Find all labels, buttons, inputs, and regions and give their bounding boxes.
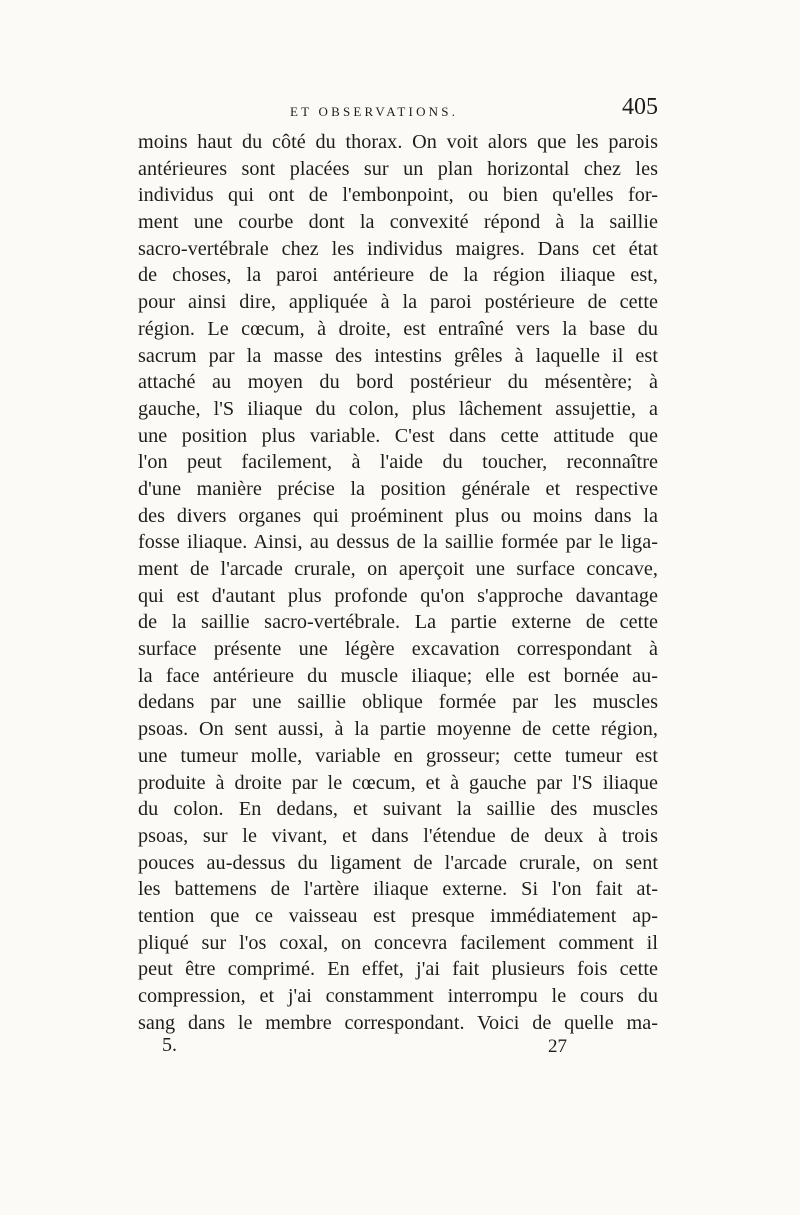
- text-line: moins haut du côté du thorax. On voit alors que les parois: [138, 131, 658, 153]
- text-line: pliqué sur l'os coxal, on concevra facilement comment il: [138, 931, 658, 954]
- text-line: individus qui ont de l'embonpoint, ou bien qu'elles for-: [138, 184, 658, 207]
- text-line: l'on peut facilement, à l'aide du toucher, reconnaître: [138, 451, 658, 474]
- text-line: qui est d'autant plus profonde qu'on s'approche davantage: [138, 584, 658, 607]
- text-line: dedans par une saillie oblique formée par les muscles: [138, 691, 658, 714]
- signature-mark: 5.: [162, 1034, 177, 1056]
- page-number: 405: [622, 94, 658, 120]
- text-line: tention que ce vaisseau est presque immédiatement ap-: [138, 904, 658, 927]
- text-line: peut être comprimé. En effet, j'ai fait plusieurs fois cette: [138, 958, 658, 981]
- text-line: antérieures sont placées sur un plan horizontal chez les: [138, 157, 658, 180]
- text-line: sacrum par la masse des intestins grêles à laquelle il est: [138, 344, 658, 367]
- text-line: la face antérieure du muscle iliaque; elle est bornée au-: [138, 664, 658, 687]
- text-line: région. Le cœcum, à droite, est entraîné vers la base du: [138, 317, 658, 340]
- page-footer: [138, 1034, 658, 1064]
- text-line: les battemens de l'artère iliaque externe. Si l'on fait at-: [138, 878, 658, 901]
- text-line: pouces au-dessus du ligament de l'arcade crurale, on sent: [138, 851, 658, 874]
- text-line: psoas. On sent aussi, à la partie moyenne de cette région,: [138, 718, 658, 741]
- text-line: des divers organes qui proéminent plus ou moins dans la: [138, 504, 658, 527]
- running-head: [138, 96, 658, 126]
- text-line: fosse iliaque. Ainsi, au dessus de la saillie formée par le liga-: [138, 531, 658, 554]
- text-line: une tumeur molle, variable en grosseur; cette tumeur est: [138, 744, 658, 767]
- text-line: de choses, la paroi antérieure de la région iliaque est,: [138, 264, 658, 287]
- text-line: une position plus variable. C'est dans cette attitude que: [138, 424, 658, 447]
- text-line: attaché au moyen du bord postérieur du mésentère; à: [138, 371, 658, 394]
- text-line: surface présente une légère excavation correspondant à: [138, 638, 658, 661]
- body-text: [138, 129, 658, 1036]
- text-line: ment une courbe dont la convexité répond à la saillie: [138, 211, 658, 234]
- text-line: d'une manière précise la position générale et respective: [138, 477, 658, 500]
- text-line: sang dans le membre correspondant. Voici de quelle ma-: [138, 1011, 658, 1034]
- text-line: de la saillie sacro-vertébrale. La partie externe de cette: [138, 611, 658, 634]
- text-line: produite à droite par le cœcum, et à gauche par l'S iliaque: [138, 771, 658, 794]
- text-line: pour ainsi dire, appliquée à la paroi postérieure de cette: [138, 291, 658, 314]
- catchword: 27: [548, 1036, 567, 1057]
- text-line: psoas, sur le vivant, et dans l'étendue de deux à trois: [138, 824, 658, 847]
- text-line: compression, et j'ai constamment interrompu le cours du: [138, 985, 658, 1007]
- text-line: du colon. En dedans, et suivant la saillie des muscles: [138, 798, 658, 821]
- text-line: sacro-vertébrale chez les individus maigres. Dans cet état: [138, 237, 658, 260]
- text-line: gauche, l'S iliaque du colon, plus lâchement assujettie, a: [138, 397, 658, 420]
- running-title: ET OBSERVATIONS.: [290, 104, 459, 119]
- text-line: ment de l'arcade crurale, on aperçoit une surface concave,: [138, 558, 658, 580]
